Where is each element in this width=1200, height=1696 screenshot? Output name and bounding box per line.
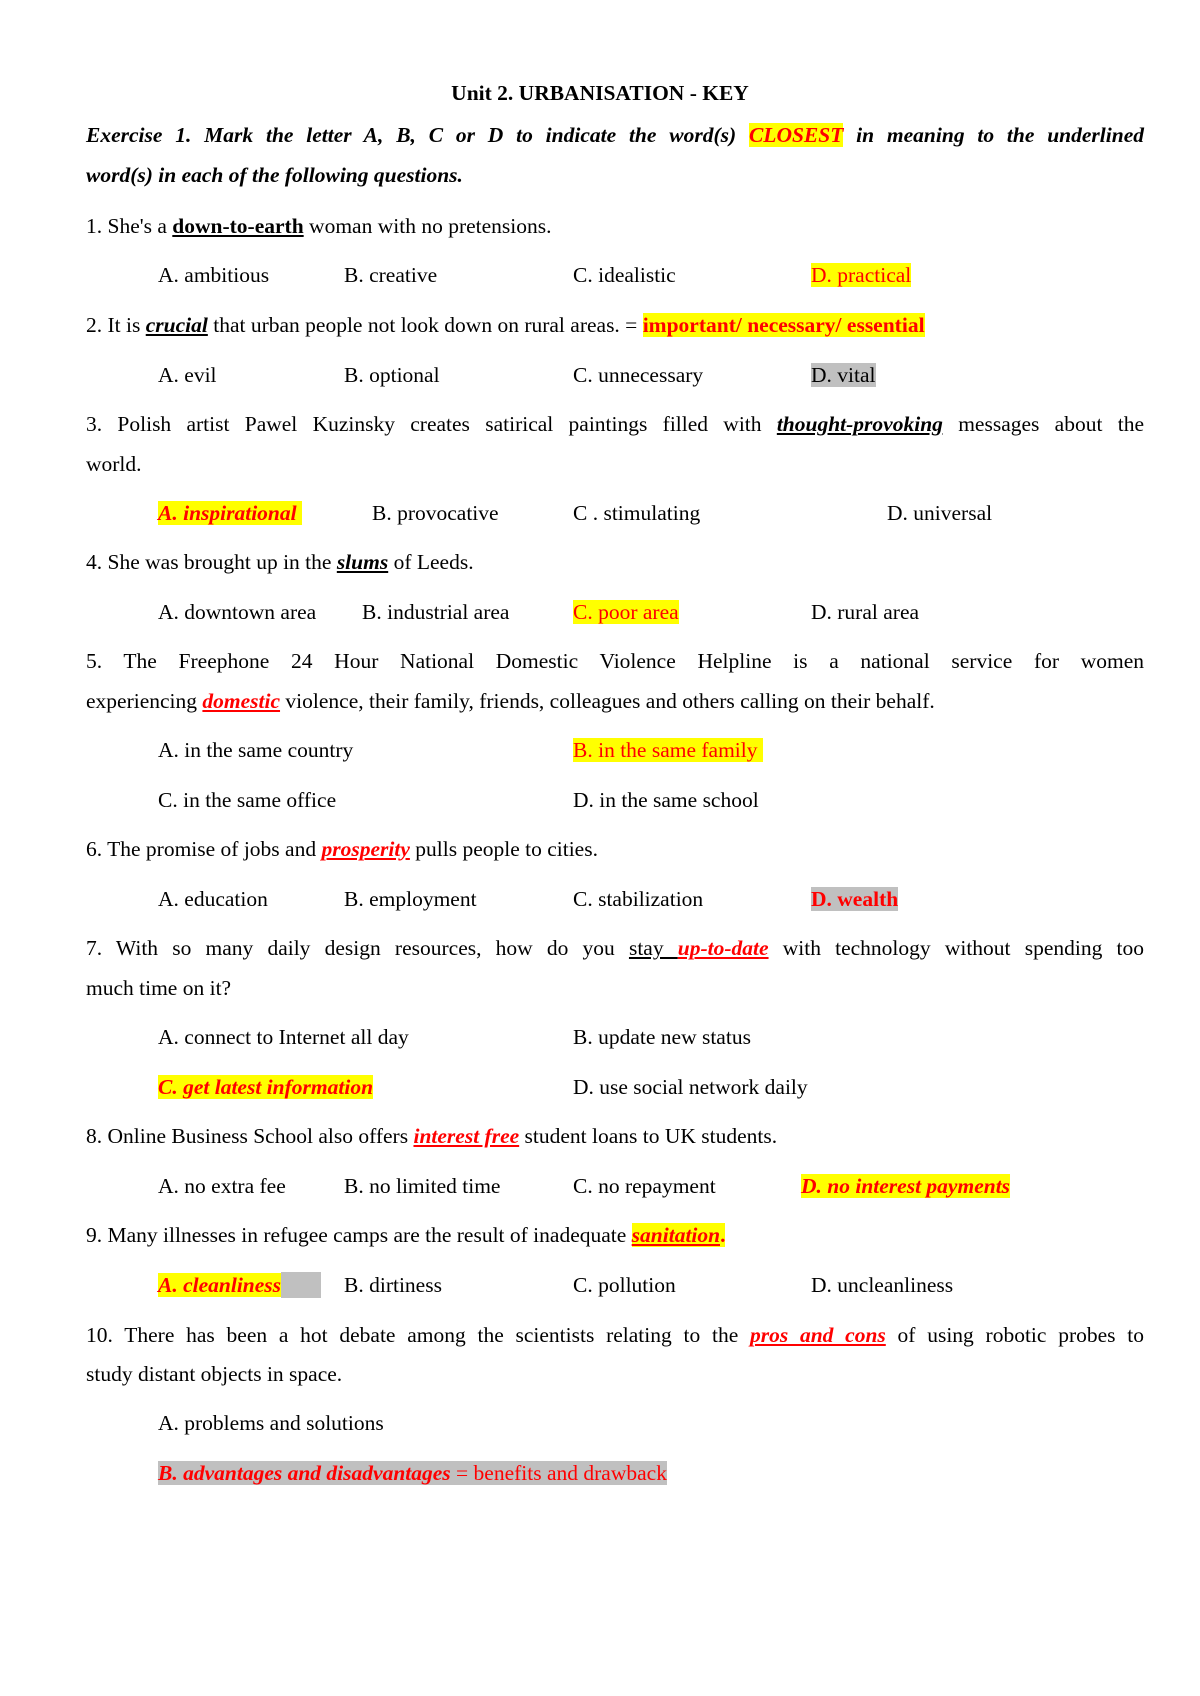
q9-option-d: D. uncleanliness — [811, 1273, 954, 1297]
q6-option-b: B. employment — [344, 887, 477, 911]
question-10: 10. There has been a hot debate among the scientists relating to the pros and cons of using robotic probes to — [86, 1323, 1144, 1347]
exercise-instruction-line2: word(s) in each of the following questions. — [86, 163, 463, 187]
page-title: Unit 2. URBANISATION - KEY — [451, 81, 749, 105]
q4-option-c-answer: C. poor area — [573, 600, 679, 624]
q5-option-b-answer: B. in the same family — [573, 737, 763, 763]
q9-option-b: B. dirtiness — [344, 1273, 442, 1297]
exercise-instruction: Exercise 1. Mark the letter A, B, C or D to indicate the word(s) CLOSEST in meaning to the underlined — [86, 123, 1144, 147]
q10-option-b-answer: B. advantages and disadvantages = benefits and drawback — [158, 1461, 667, 1485]
q8-option-b: B. no limited time — [344, 1174, 501, 1198]
keyword-closest: CLOSEST — [748, 123, 844, 147]
q9-option-a-answer: A. cleanliness — [158, 1272, 321, 1298]
question-6: 6. The promise of jobs and prosperity pulls people to cities. — [86, 837, 598, 861]
q10-option-a: A. problems and solutions — [158, 1411, 384, 1435]
question-7: 7. With so many daily design resources, how do you stay up-to-date with technology without spending too — [86, 936, 1144, 960]
underlined-word: up-to-date — [677, 936, 769, 960]
q4-option-d: D. rural area — [811, 600, 920, 624]
question-8: 8. Online Business School also offers interest free student loans to UK students. — [86, 1124, 778, 1148]
q2-option-b: B. optional — [344, 363, 440, 387]
q6-option-a: A. education — [158, 887, 268, 911]
underlined-word: domestic — [202, 689, 281, 713]
q6-option-c: C. stabilization — [573, 887, 704, 911]
q5-option-c: C. in the same office — [158, 788, 337, 812]
q4-option-b: B. industrial area — [362, 600, 510, 624]
q8-option-c: C. no repayment — [573, 1174, 716, 1198]
question-9: 9. Many illnesses in refugee camps are the result of inadequate sanitation. — [86, 1223, 726, 1247]
q3-option-c: C . stimulating — [573, 501, 701, 525]
question-5-line2: experiencing domestic violence, their family, friends, colleagues and others calling on their behalf. — [86, 689, 935, 713]
answer-note: important/ necessary/ essential — [642, 313, 925, 337]
underlined-word: down-to-earth — [172, 214, 304, 238]
underlined-word: sanitation — [631, 1223, 721, 1247]
q4-option-a: A. downtown area — [158, 600, 317, 624]
q9-option-c: C. pollution — [573, 1273, 676, 1297]
q7-option-c-answer: C. get latest information — [158, 1075, 374, 1099]
question-3: 3. Polish artist Pawel Kuzinsky creates satirical paintings filled with thought-provoking messages about the — [86, 412, 1144, 436]
question-7-line2: much time on it? — [86, 976, 232, 1000]
q3-option-b: B. provocative — [372, 501, 499, 525]
q1-option-d-answer: D. practical — [811, 263, 912, 287]
q1-option-a: A. ambitious — [158, 263, 270, 287]
q2-option-a: A. evil — [158, 363, 217, 387]
underlined-word: interest free — [413, 1124, 520, 1148]
question-4: 4. She was brought up in the slums of Leeds. — [86, 550, 474, 574]
q8-option-d-answer: D. no interest payments — [801, 1174, 1011, 1198]
q2-option-c: C. unnecessary — [573, 363, 704, 387]
underlined-word: pros and cons — [749, 1323, 886, 1347]
q3-option-d: D. universal — [887, 501, 993, 525]
q1-option-b: B. creative — [344, 263, 438, 287]
q7-option-a: A. connect to Internet all day — [158, 1025, 409, 1049]
q8-option-a: A. no extra fee — [158, 1174, 286, 1198]
q2-option-d-answer: D. vital — [811, 363, 876, 387]
question-10-line2: study distant objects in space. — [86, 1362, 343, 1386]
q3-option-a-answer: A. inspirational — [158, 500, 302, 526]
underlined-word: thought-provoking — [776, 412, 943, 436]
question-3-line2: world. — [86, 452, 142, 476]
q6-option-d-answer: D. wealth — [811, 887, 899, 911]
underlined-word: crucial — [145, 313, 208, 337]
q7-option-d: D. use social network daily — [573, 1075, 808, 1099]
q1-option-c: C. idealistic — [573, 263, 676, 287]
q5-option-d: D. in the same school — [573, 788, 759, 812]
question-2: 2. It is crucial that urban people not look down on rural areas. = important/ necessary/ essential — [86, 313, 925, 337]
question-5: 5. The Freephone 24 Hour National Domestic Violence Helpline is a national service for women — [86, 649, 1144, 673]
q7-option-b: B. update new status — [573, 1025, 751, 1049]
underlined-word: prosperity — [321, 837, 410, 861]
q5-option-a: A. in the same country — [158, 738, 354, 762]
underlined-word: slums — [336, 550, 389, 574]
question-1: 1. She's a down-to-earth woman with no pretensions. — [86, 214, 552, 238]
